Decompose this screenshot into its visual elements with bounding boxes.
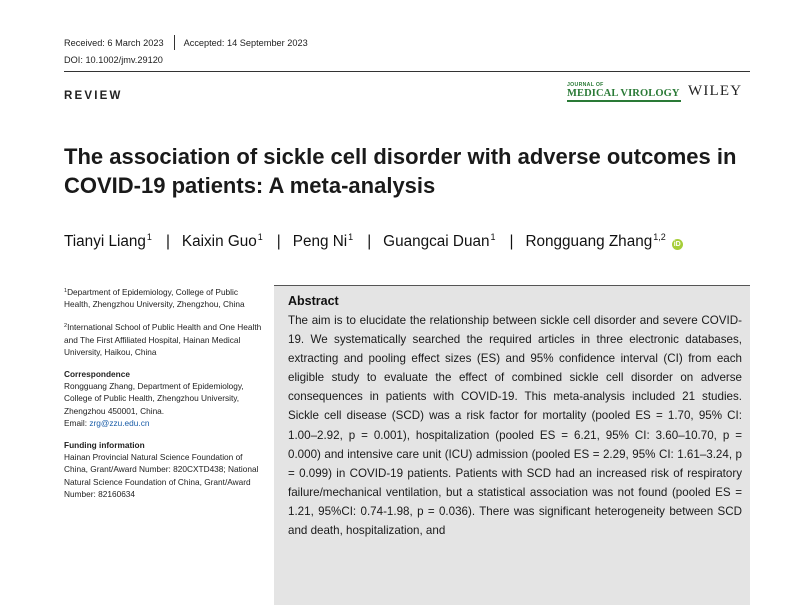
- abstract-box: [274, 285, 750, 605]
- journal-logo-name: MEDICAL VIROLOGY: [567, 88, 680, 99]
- publication-dates: [64, 35, 308, 50]
- email-label: Email:: [64, 417, 88, 428]
- author-affiliation-sup: 1: [490, 232, 496, 242]
- received-date: Received: 6 March 2023: [64, 37, 164, 48]
- author[interactable]: [182, 232, 263, 251]
- date-divider: [174, 35, 175, 50]
- author-affiliation-sup: 1: [146, 232, 152, 242]
- author-affiliation-sup: 1: [348, 232, 354, 242]
- journal-logo[interactable]: [567, 82, 684, 102]
- author-name: Peng Ni: [292, 233, 348, 250]
- journal-logo-bar: [567, 100, 681, 102]
- affiliation: [64, 285, 264, 310]
- author-name: Guangcai Duan: [383, 233, 490, 250]
- affiliation: [64, 320, 264, 358]
- author[interactable]: [525, 232, 665, 251]
- author[interactable]: [383, 232, 495, 251]
- abstract-body: The aim is to elucidate the relationship between sickle cell disorder and severe COVID-19. We systematically searched the required articles in three electronic databases, extracting and pooling effect sizes (ES) and 95% confidence interval (CI) from each eligible study to evaluate the effect of combined sickle cell disorder on adverse consequences in patients with COVID-19. This meta-analysis included 21 studies. Sickle cell disease (SCD) was a risk factor for mortality (pooled ES = 1.70, 95% CI: 1.00–2.92, p = 0.001), hospitalization (pooled ES = 6.21, 95% CI: 3.60–10.70, p = 0.000) and intensive care unit (ICU) admission (pooled ES = 2.29, 95% CI: 1.61–3.24, p = 0.099) in COVID-19 patients. Patients with SCD had an increased risk of respiratory failure/mechanical ventilation, but a statistical association was not found (pooled ES = 1.21, 95%CI: 0.74-1.98, p = 0.036). There was significant heterogeneity between SCD and death, hospitalization, and: [288, 314, 742, 538]
- email-link[interactable]: zrg@zzu.edu.cn: [89, 417, 150, 428]
- funding-text: Hainan Provincial Natural Science Foundation of China, Grant/Award Number: 820CXTD438; National Natural Science Foundation of China, Grant/Award Number: 82160634: [64, 452, 259, 499]
- affiliation-sup: 1: [64, 288, 68, 294]
- article-type: REVIEW: [64, 90, 123, 102]
- spacer: [64, 429, 264, 439]
- spacer: [64, 358, 264, 368]
- header-divider: [64, 71, 750, 72]
- author-list: [64, 232, 683, 251]
- author-name: Kaixin Guo: [181, 233, 257, 250]
- article-info-sidebar: [64, 285, 264, 500]
- author[interactable]: [64, 232, 152, 251]
- author-name: Tianyi Liang: [64, 233, 146, 250]
- affiliation-sup: 2: [64, 323, 68, 330]
- funding-heading: Funding information: [64, 440, 145, 451]
- doi[interactable]: DOI: 10.1002/jmv.29120: [64, 55, 163, 65]
- publisher-logo[interactable]: WILEY: [688, 83, 743, 99]
- abstract-heading: Abstract: [288, 294, 339, 308]
- author-name: Rongguang Zhang: [525, 233, 653, 250]
- author-separator: |: [367, 233, 372, 250]
- article-title: The association of sickle cell disorder with adverse outcomes in COVID-19 patients: A meta-analysis: [64, 144, 737, 198]
- correspondence-email-line: [64, 417, 264, 429]
- author-affiliation-sup: 1: [257, 232, 263, 242]
- orcid-icon[interactable]: iD: [673, 241, 681, 248]
- affiliation-text: International School of Public Health and One Health and The First Affiliated Hospital, Hainan Medical University, Haikou, China: [64, 322, 262, 357]
- accepted-date: Accepted: 14 September 2023: [183, 37, 308, 48]
- journal-logo-prefix: JOURNAL OF: [567, 82, 604, 88]
- spacer: [64, 310, 264, 320]
- author-separator: |: [509, 233, 514, 250]
- affiliation-text: Department of Epidemiology, College of Public Health, Zhengzhou University, Zhengzhou, China: [64, 287, 245, 310]
- author[interactable]: [293, 232, 353, 251]
- author-separator: |: [276, 233, 281, 250]
- author-separator: |: [165, 233, 170, 250]
- correspondence-text: Rongguang Zhang, Department of Epidemiology, College of Public Health, Zhengzhou University, Zhengzhou 450001, China.: [64, 381, 244, 416]
- author-affiliation-sup: 1,2: [653, 232, 666, 242]
- correspondence-heading: Correspondence: [64, 369, 130, 380]
